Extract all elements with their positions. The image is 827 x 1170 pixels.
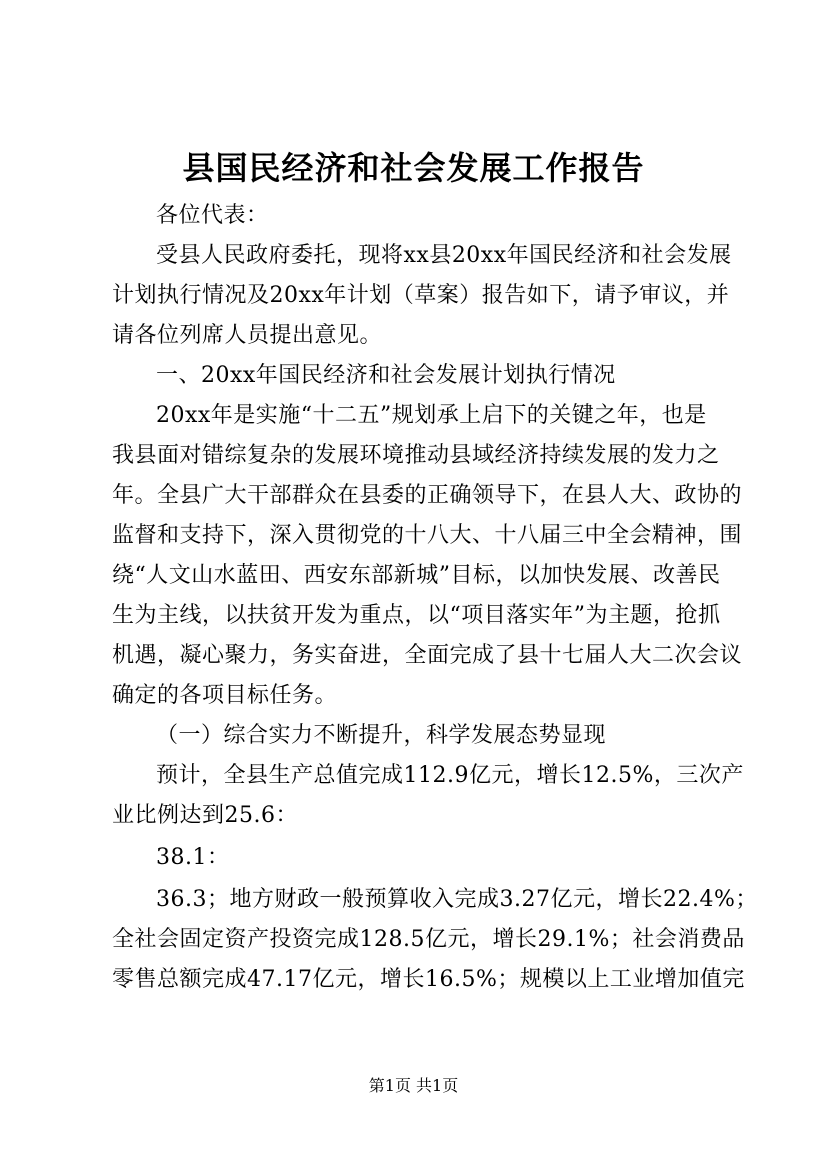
paragraph-line: 我县面对错综复杂的发展环境推动县域经济持续发展的发力之 bbox=[112, 443, 720, 468]
paragraph-line: 业比例达到25.6： bbox=[112, 803, 298, 828]
document-title: 县国民经济和社会发展工作报告 bbox=[182, 149, 645, 187]
paragraph-line: 请各位列席人员提出意见。 bbox=[112, 323, 383, 348]
paragraph-line: 全社会固定资产投资完成128.5亿元，增长29.1%；社会消费品 bbox=[112, 927, 745, 952]
paragraph-line: 受县人民政府委托，现将xx县20xx年国民经济和社会发展 bbox=[156, 243, 732, 268]
salutation-line: 各位代表： bbox=[156, 203, 269, 228]
paragraph-line: 机遇，凝心聚力，务实奋进，全面完成了县十七届人大二次会议 bbox=[112, 643, 743, 668]
paragraph-line: 38.1： bbox=[156, 845, 230, 870]
paragraph-line: 计划执行情况及20xx年计划（草案）报告如下，请予审议，并 bbox=[112, 283, 730, 308]
paragraph-line: 36.3；地方财政一般预算收入完成3.27亿元，增长22.4%； bbox=[156, 887, 758, 912]
paragraph-line: 监督和支持下，深入贯彻党的十八大、十八届三中全会精神，围 bbox=[112, 523, 743, 548]
section-heading: 一、20xx年国民经济和社会发展计划执行情况 bbox=[156, 363, 616, 388]
page-number-footer: 第1页 共1页 bbox=[368, 1076, 459, 1095]
paragraph-line: 确定的各项目标任务。 bbox=[112, 683, 338, 708]
subsection-heading: （一）综合实力不断提升，科学发展态势显现 bbox=[156, 723, 607, 748]
paragraph-line: 生为主线，以扶贫开发为重点，以“项目落实年”为主题，抢抓 bbox=[112, 603, 721, 628]
paragraph-line: 20xx年是实施“十二五”规划承上启下的关键之年，也是 bbox=[156, 403, 707, 428]
paragraph-line: 预计，全县生产总值完成112.9亿元，增长12.5%，三次产 bbox=[156, 763, 744, 788]
paragraph-line: 零售总额完成47.17亿元，增长16.5%；规模以上工业增加值完 bbox=[112, 967, 745, 992]
paragraph-line: 年。全县广大干部群众在县委的正确领导下，在县人大、政协的 bbox=[112, 483, 743, 508]
paragraph-line: 绕“人文山水蓝田、西安东部新城”目标，以加快发展、改善民 bbox=[112, 563, 721, 588]
